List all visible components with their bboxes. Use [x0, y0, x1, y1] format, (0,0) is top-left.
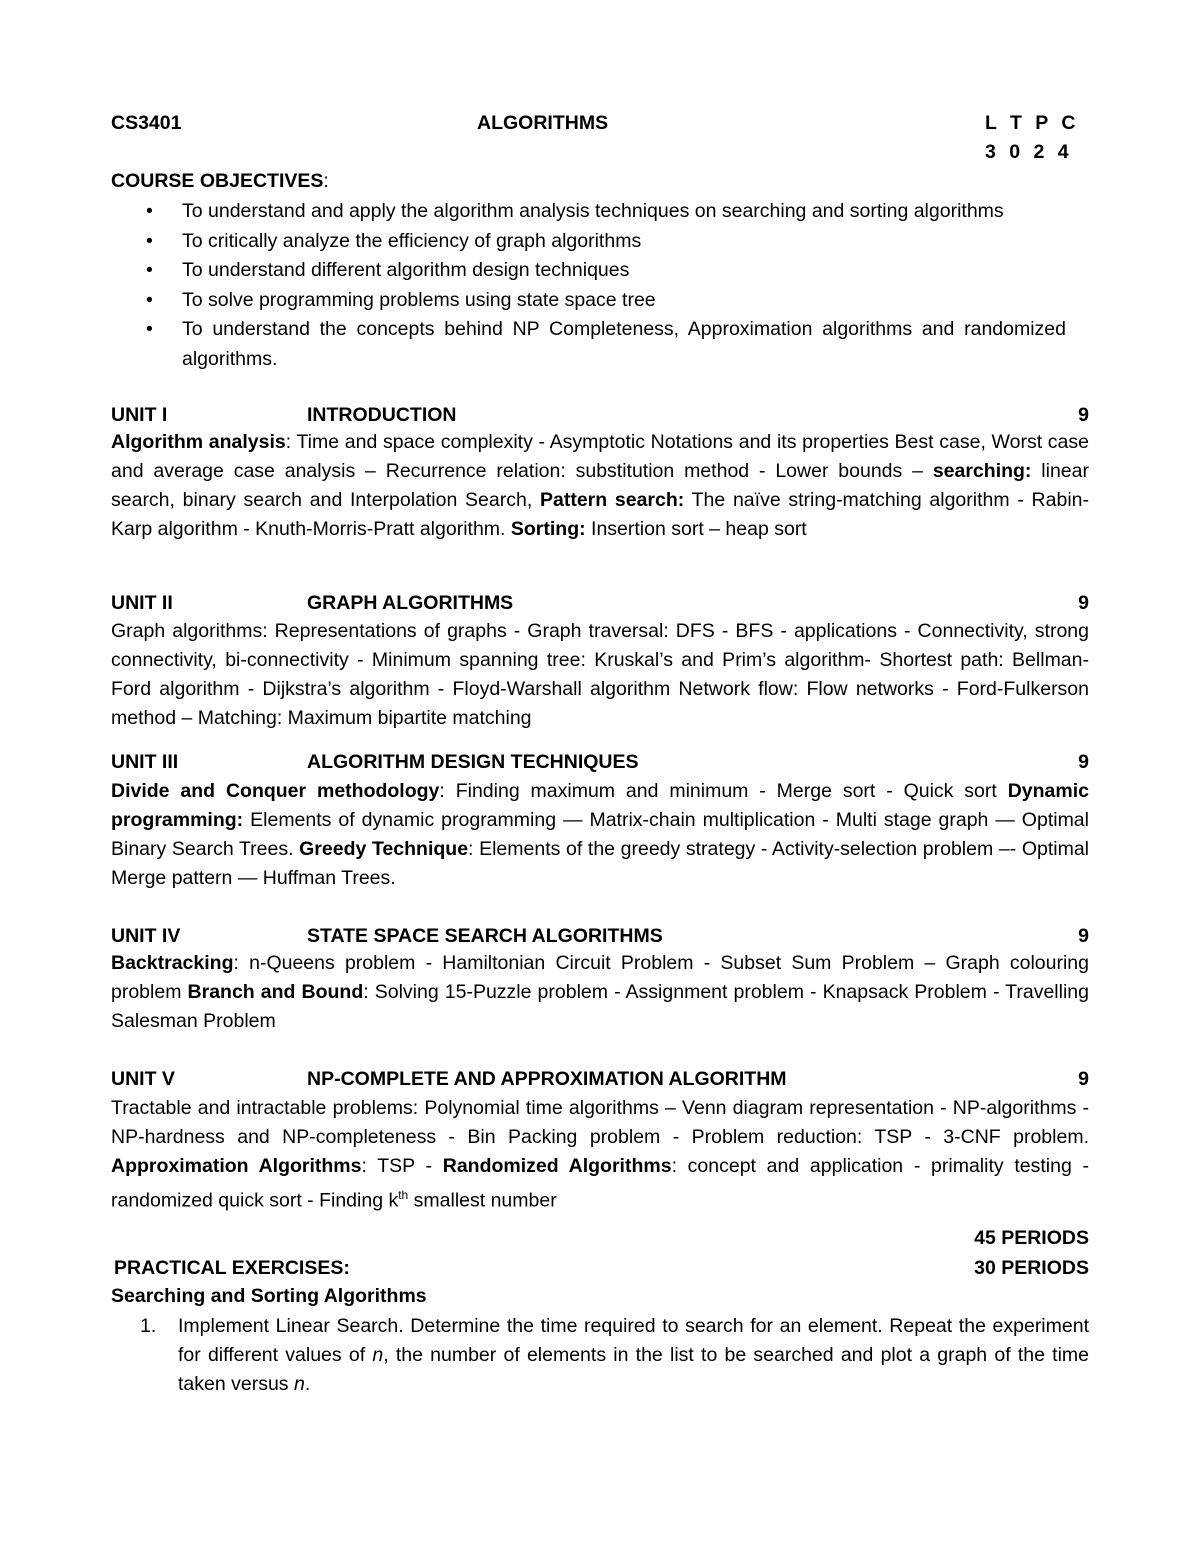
unit-3-heading: UNIT III ALGORITHM DESIGN TECHNIQUES 9	[111, 751, 1089, 773]
objective-item: • To understand different algorithm design techniques	[111, 256, 1066, 286]
unit-4-heading: UNIT IV STATE SPACE SEARCH ALGORITHMS 9	[111, 925, 1089, 947]
unit-5-heading: UNIT V NP-COMPLETE AND APPROXIMATION ALGORITHM 9	[111, 1068, 1089, 1090]
unit-2-content: Graph algorithms: Representations of graphs - Graph traversal: DFS - BFS - applications - Connectivity, strong connectivity, bi-connectivity - Minimum spanning tree: Kruskal’s and Prim’s algorithm- Shortest path: Bellman-Ford algorithm - Dijkstra’s algorithm - Floyd-Warshall algorithm Network flow: Flow networks - Ford-Fulkerson method – Matching: Maximum bipartite matching	[111, 620, 1089, 729]
ltpc-labels: L T P C	[985, 112, 1077, 134]
ltpc-values: 3 0 2 4	[985, 141, 1070, 163]
objective-item: • To critically analyze the efficiency of graph algorithms	[111, 227, 1066, 257]
exercise-list	[111, 1312, 1089, 1399]
practical-subheading: Searching and Sorting Algorithms	[111, 1285, 427, 1307]
unit-1-heading: UNIT I INTRODUCTION 9	[111, 404, 1089, 426]
theory-periods: 45 PERIODS	[974, 1227, 1089, 1249]
course-title: ALGORITHMS	[477, 112, 609, 134]
objectives-heading: COURSE OBJECTIVES:	[111, 170, 329, 192]
unit-5-content: Tractable and intractable problems: Polynomial time algorithms – Venn diagram representation - NP-algorithms - NP-hardness and NP-completeness - Bin Packing problem - Problem reduction: TSP - 3-CNF problem. Approximation Algorithms: TSP - Randomized Algorithms: concept and application - primality testing - randomized quick sort - Finding $k^{th}$ smallest number	[111, 1097, 1089, 1212]
exercise-item: 1. Implement Linear Search. Determine the time required to search for an element. Repeat the experiment for different values of n, the number of elements in the list to be searched and plot a graph of the time taken versus n.	[140, 1315, 1089, 1395]
objectives-list	[111, 197, 1066, 374]
objective-item: • To solve programming problems using state space tree	[111, 286, 1066, 316]
objective-item: • To understand and apply the algorithm analysis techniques on searching and sorting algorithms	[111, 197, 1066, 227]
objective-item: • To understand the concepts behind NP Completeness, Approximation algorithms and randomized algorithms.	[111, 315, 1066, 374]
unit-2-heading: UNIT II GRAPH ALGORITHMS 9	[111, 592, 1089, 614]
course-code: CS3401	[111, 112, 182, 134]
unit-1-content: Algorithm analysis: Time and space complexity - Asymptotic Notations and its properties Best case, Worst case and average case analysis – Recurrence relation: substitution method - Lower bounds – searching: linear search, binary search and Interpolation Search, Pattern search: The naïve string-matching algorithm - Rabin-Karp algorithm - Knuth-Morris-Pratt algorithm. Sorting: Insertion sort – heap sort	[111, 431, 1089, 540]
practical-exercises-heading: PRACTICAL EXERCISES:	[114, 1257, 350, 1279]
unit-4-content: Backtracking: n-Queens problem - Hamiltonian Circuit Problem - Subset Sum Problem – Graph colouring problem Branch and Bound: Solving 15-Puzzle problem - Assignment problem - Knapsack Problem - Travelling Salesman Problem	[111, 952, 1089, 1032]
practical-periods: 30 PERIODS	[974, 1257, 1089, 1279]
unit-3-content: Divide and Conquer methodology: Finding maximum and minimum - Merge sort - Quick sort Dynamic programming: Elements of dynamic programming — Matrix-chain multiplication - Multi stage graph — Optimal Binary Search Trees. Greedy Technique: Elements of the greedy strategy - Activity-selection problem –- Optimal Merge pattern — Huffman Trees.	[111, 780, 1090, 889]
